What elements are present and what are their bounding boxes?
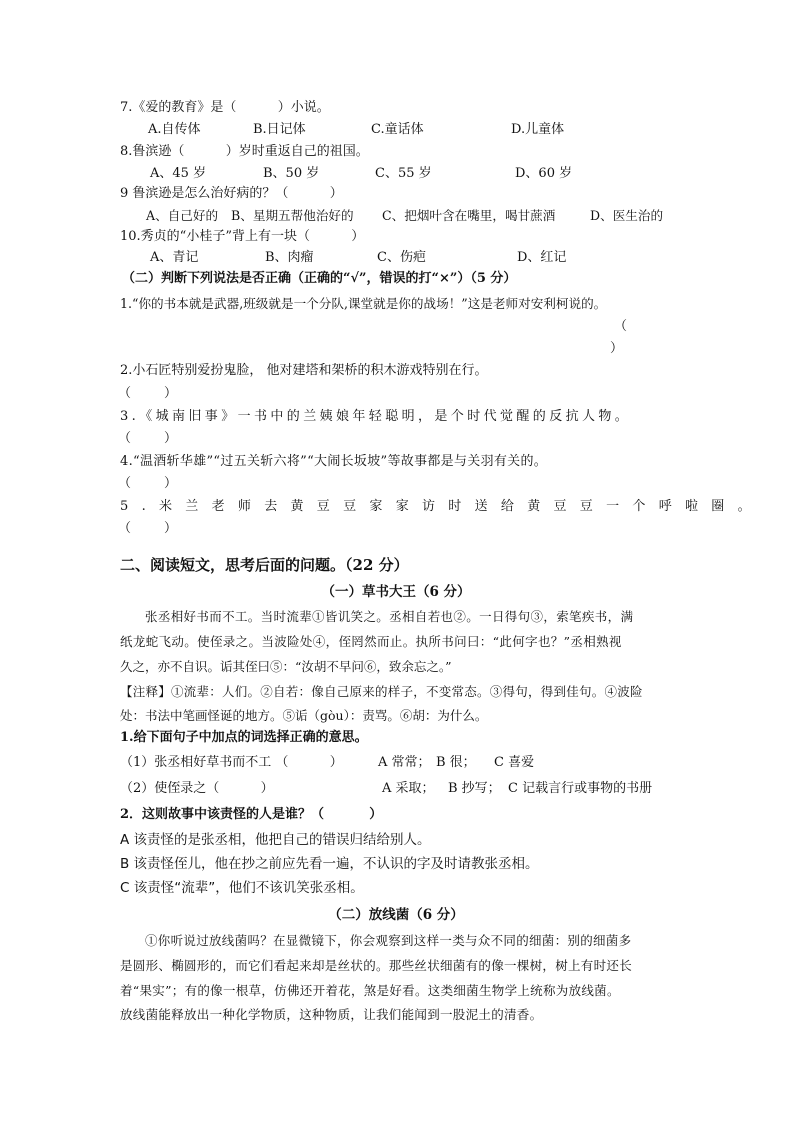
passage1-notes-line-1: 【注释】①流辈：人们。②自若：像自己原来的样子，不变常态。③得句，得到佳句。④波险 (120, 684, 643, 699)
q8-stem: 8.鲁滨逊（ ）岁时重返自己的祖国。 (120, 144, 369, 159)
passage1-q1-a-option-a: A 常常； (378, 755, 431, 770)
passage1-q1-b-option-b: B 抄写； (448, 781, 501, 796)
judge-item-3-bracket: （ ） (118, 431, 178, 446)
q7-option-d: D.儿童体 (511, 122, 565, 137)
judge-item-1-bracket-close: ） (610, 341, 624, 356)
q7-option-a: A.自传体 (148, 122, 201, 137)
passage1-q1-a-option-c: C 喜爱 (494, 755, 535, 770)
q7-options (148, 121, 564, 139)
q8-options (150, 165, 572, 183)
q7-stem: 7.《爱的教育》是（ ）小说。 (120, 100, 330, 115)
judge-item-2: 2.小石匠特别爱扮鬼脸， 他对建塔和架桥的积木游戏特别在行。 (120, 363, 488, 378)
passage1-line-2: 纸龙蛇飞动。使侄录之。当波险处④，侄罔然而止。执所书问曰：“此何字也？”丞相熟视 (120, 634, 622, 649)
judge-heading: （二）判断下列说法是否正确（正确的“√”，错误的打“×”）（5 分） (122, 271, 517, 286)
passage2-line-4: 放线菌能释放出一种化学物质，这种物质，让我们能闻到一股泥土的清香。 (120, 1007, 543, 1022)
reading-section-heading: 二、阅读短文，思考后面的问题。（22 分） (120, 556, 409, 574)
passage2-line-3: 着“果实”；有的像一根草，仿佛还开着花，煞是好看。这类细菌生物学上统称为放线菌。 (120, 983, 620, 998)
q8-option-d: D、60 岁 (515, 166, 573, 181)
passage1-title: （一）草书大王（6 分） (321, 584, 471, 600)
q9-option-b: B、星期五帮他治好的 (231, 208, 354, 223)
passage1-q2-option-b: B 该责怪侄儿，他在抄之前应先看一遍，不认识的字及时请教张丞相。 (120, 856, 539, 872)
q9-option-d: D、医生治的 (590, 208, 664, 223)
passage1-q1-stem: 1.给下面句子中加点的词选择正确的意思。 (120, 730, 368, 745)
judge-item-5-bracket: （ ） (118, 521, 178, 536)
passage1-q1-a-text: （1）张丞相好草书而不工 （ ） (120, 755, 343, 770)
passage2-title: （二）放线菌（6 分） (328, 907, 464, 923)
passage1-line-1: 张丞相好书而不工。当时流辈①皆讥笑之。丞相自若也②。一日得句③，索笔疾书，满 (145, 609, 634, 624)
q10-options (150, 249, 566, 267)
judge-item-1-bracket-open: （ (614, 319, 628, 334)
passage1-q1-b-option-c: C 记载言行或事物的书册 (508, 781, 653, 796)
q10-option-b: B、肉瘤 (265, 250, 314, 265)
q10-stem: 10.秀贞的“小桂子”背上有一块（ ） (120, 229, 365, 244)
passage1-q1-a (120, 754, 534, 772)
judge-item-1: 1.“你的书本就是武器,班级就是一个分队,课堂就是你的战场！”这是老师对安利柯说的。 (120, 296, 607, 311)
q9-option-c: C、把烟叶含在嘴里，喝甘蔗酒 (382, 208, 556, 223)
passage2-line-2: 是圆形、椭圆形的，而它们看起来却是丝状的。那些丝状细菌有的像一棵树，树上有时还长 (120, 958, 633, 973)
passage1-q1-a-option-b: B 很； (436, 755, 476, 770)
passage1-q1-b (120, 780, 652, 798)
judge-item-4-bracket: （ ） (118, 476, 178, 491)
passage1-q2-option-a: A 该责怪的是张丞相，他把自己的错误归结给别人。 (120, 832, 431, 848)
q9-stem: 9 鲁滨逊是怎么治好病的？（ ） (120, 186, 343, 201)
q7-option-b: B.日记体 (253, 122, 306, 137)
passage1-q2-option-c: C 该责怪“流辈”，他们不该讥笑张丞相。 (120, 880, 364, 896)
q7-option-c: C.童话体 (371, 122, 424, 137)
q9-options (146, 207, 663, 225)
passage1-line-3: 久之，亦不自识。诟其侄曰⑤：“汝胡不早问⑥，致余忘之。” (120, 659, 452, 674)
q10-option-d: D、红记 (517, 250, 567, 265)
passage1-q1-b-text: （2）使侄录之（ ） (120, 781, 274, 796)
passage2-line-1: ①你听说过放线菌吗？在显微镜下，你会观察到这样一类与众不同的细菌：别的细菌多 (145, 933, 632, 948)
judge-item-4: 4.“温酒斩华雄”“过五关斩六将”“大闹长坂坡”等故事都是与关羽有关的。 (120, 454, 548, 469)
passage1-q2-stem: 2．这则故事中该责怪的人是谁？（ ） (120, 807, 383, 822)
passage1-notes-line-2: 处：书法中笔画怪诞的地方。⑤诟（gòu）：责骂。⑥胡：为什么。 (120, 708, 488, 723)
q10-option-a: A、青记 (150, 250, 199, 265)
q8-option-b: B、50 岁 (263, 166, 320, 181)
q10-option-c: C、伤疤 (377, 250, 426, 265)
q9-option-a: A、自己好的 (146, 208, 219, 223)
judge-item-3 (120, 408, 672, 426)
judge-item-5: 5.米兰老师去黄豆豆家家访时送给黄豆豆一个呼啦圈。 (120, 499, 764, 514)
q8-option-a: A、45 岁 (150, 166, 207, 181)
passage1-q1-b-option-a: A 采取； (382, 781, 435, 796)
q8-option-c: C、55 岁 (375, 166, 432, 181)
judge-item-2-bracket: （ ） (118, 386, 178, 401)
judge-item-3-text: 3.《城南旧事》一书中的兰姨娘年轻聪明，是个时代觉醒的反抗人物。 (120, 409, 632, 424)
